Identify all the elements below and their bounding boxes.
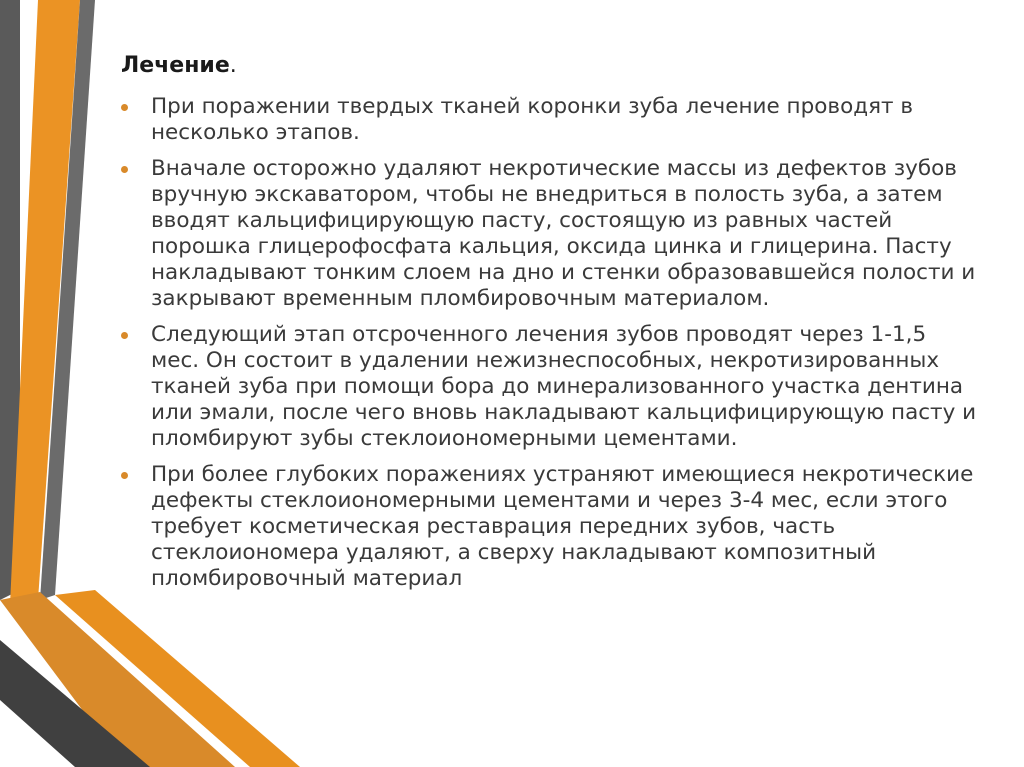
heading-period: . bbox=[229, 53, 237, 78]
bullet-item bbox=[121, 94, 981, 146]
heading-text: Лечение bbox=[121, 53, 230, 78]
bullet-icon bbox=[121, 472, 128, 479]
bullet-list bbox=[121, 94, 981, 592]
slide-heading bbox=[121, 50, 981, 82]
content-area bbox=[121, 50, 981, 602]
bullet-text: При поражении твердых тканей коронки зуба лечение проводят в несколько этапов. bbox=[151, 94, 914, 145]
bullet-item bbox=[121, 322, 981, 452]
bullet-item bbox=[121, 462, 981, 592]
bullet-text: Следующий этап отсроченного лечения зубов проводят через 1-1,5 мес. Он состоит в удалении нежизнеспособных, некротизированных тканей зуба при помощи бора до минерализованного участка дентина или эмали, после чего вновь накладывают кальцифицирующую пасту и пломбируют зубы стеклоиономерными цементами. bbox=[151, 322, 977, 451]
bullet-text: Вначале осторожно удаляют некротические массы из дефектов зубов вручную экскаватором, чтобы не внедриться в полость зуба, а затем вводят кальцифицирующую пасту, состоящую из равных частей порошка глицерофосфата кальция, оксида цинка и глицерина. Пасту накладывают тонким слоем на дно и стенки образовавшейся полости и закрывают временным пломбировочным материалом. bbox=[151, 156, 976, 311]
bullet-icon bbox=[121, 104, 128, 111]
bullet-text: При более глубоких поражениях устраняют имеющиеся некротические дефекты стеклоиономерными цементами и через 3-4 мес, если этого требует косметическая реставрация передних зубов, часть стеклоиономера удаляют, а сверху накладывают композитный пломбировочный материал bbox=[151, 462, 974, 591]
bullet-icon bbox=[121, 166, 128, 173]
bullet-item bbox=[121, 156, 981, 312]
bullet-icon bbox=[121, 332, 128, 339]
